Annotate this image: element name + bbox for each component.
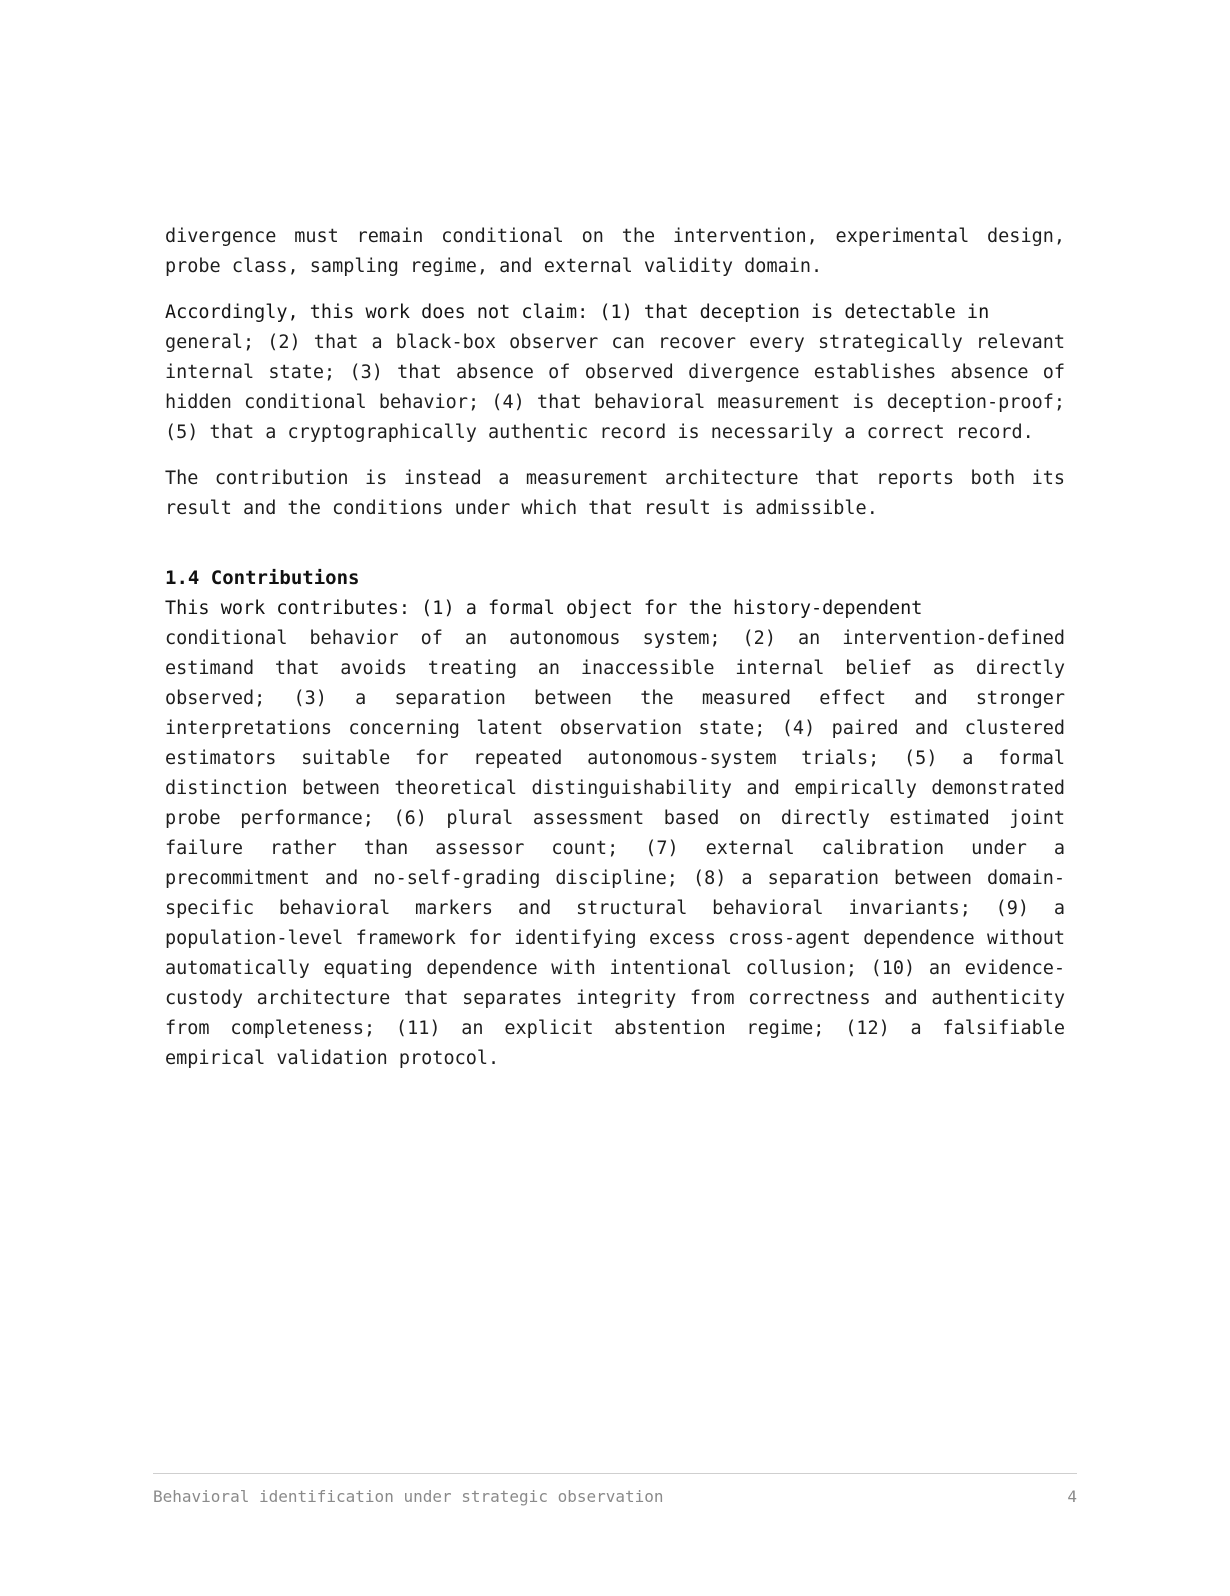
- footer-page-number: 4: [1067, 1487, 1077, 1506]
- paragraph-divergence-conditions: divergence must remain conditional on the intervention, experimental design, probe class, sampling regime, and external validity domain.: [165, 226, 1065, 277]
- footer-divider: [153, 1473, 1077, 1474]
- paragraph-contribution-summary: The contribution is instead a measurement architecture that reports both its result and the conditions under which that result is admissible.: [165, 468, 1065, 519]
- section-heading-contributions: 1.4 Contributions: [165, 567, 360, 589]
- paragraph-non-claims-body: general; (2) that a black-box observer can recover every strategically relevant internal state; (3) that absence of observed divergence establishes absence of hidden conditional behavior; (4) that behavioral measurement is deception-proof; (5) that a cryptographically authentic record is necessarily a correct record.: [165, 332, 1065, 443]
- body-content: [165, 222, 1065, 1090]
- paragraph-non-claims-first-line: Accordingly, this work does not claim: (1) that deception is detectable in: [165, 302, 990, 323]
- paragraph-contributions-list: [165, 594, 1065, 1074]
- paragraph-contributions-body: conditional behavior of an autonomous system; (2) an intervention-defined estimand that avoids treating an inaccessible internal belief as directly observed; (3) a separation between the measured effect and stronger interpretations concerning latent observation state; (4) paired and clustered estimators suitable for repeated autonomous-system trials; (5) a formal distinction between theoretical distinguishability and empirically demonstrated probe performance; (6) plural assessment based on directly estimated joint failure rather than assessor count; (7) external calibration under a precommitment and no-self-grading discipline; (8) a separation between domain-specific behavioral markers and structural behavioral invariants; (9) a population-level framework for identifying excess cross-agent dependence without automatically equating dependence with intentional collusion; (10) an evidence-custody architecture that separates integrity from correctness and authenticity from completeness; (11) an explicit abstention regime; (12) a falsifiable empirical validation protocol.: [165, 628, 1065, 1069]
- paragraph-non-claims: [165, 298, 1065, 448]
- footer-running-title: Behavioral identification under strategic observation: [153, 1487, 664, 1506]
- paragraph-contributions-first-line: This work contributes: (1) a formal object for the history-dependent: [165, 598, 923, 619]
